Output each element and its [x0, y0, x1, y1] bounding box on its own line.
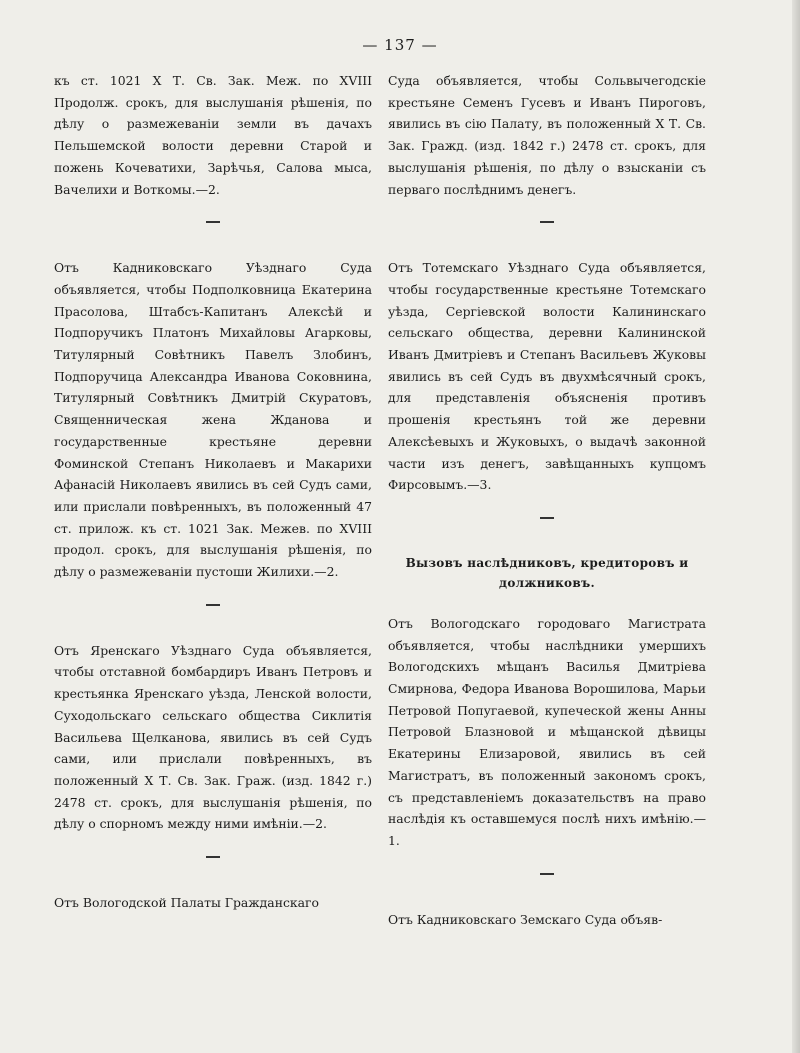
page-number: — 137 — — [362, 36, 438, 54]
page-edge-shadow — [792, 0, 800, 1053]
section-separator — [540, 517, 554, 519]
announcement-paragraph: Отъ Яренскаго Уѣзднаго Суда объявляется, чтобы отставной бомбардиръ Иванъ Петровъ и крестьянка Яренскаго уѣзда, Ленской волости, Суходольскаго сельскаго общества Сиклитія Васильева Щелканова, явились въ сей Судъ сами, или прислали повѣренныхъ, въ положенный Х Т. Св. Зак. Граж. (изд. 1842 г.) 2478 ст. срокъ, для выслушанія рѣшенія, по дѣлу о спорномъ между ними имѣніи.—2. — [54, 642, 372, 832]
announcement-paragraph: Отъ Тотемскаго Уѣзднаго Суда объявляется, чтобы государственные крестьяне Тотемскаго уѣзда, Сергіевской волости Калининскаго сельскаго общества, деревни Калининской Иванъ Дмитріевъ и Степанъ Васильевъ Жуковы явились въ сей Судъ въ двухмѣсячный срокъ, для представленія объясненія противъ прошенія крестьянъ той же деревни Алексѣевыхъ и Жуковыхъ, о выдачѣ законной части изъ денегъ, завѣщанныхъ купцомъ Фирсовымъ.—3. — [388, 260, 706, 493]
announcement-paragraph: къ ст. 1021 Х Т. Св. Зак. Меж. по XVIII Продолж. срокъ, для выслушанія рѣшенія, по дѣлу о размежеваніи земли въ дачахъ Пельшемской волости деревни Старой и пожень Кочеватихи, Зарѣчья, Салова мыса, Вачелихи и Воткомы.—2. — [54, 73, 372, 197]
section-separator — [206, 856, 220, 858]
announcement-paragraph: Отъ Вологодской Палаты Гражданскаго — [54, 895, 319, 911]
announcement-paragraph: Отъ Вологодскаго городоваго Магистрата объявляется, чтобы наслѣдники умершихъ Вологодскихъ мѣщанъ Василья Дмитріева Смирнова, Федора Иванова Ворошилова, Марьи Петровой Попугаевой, купеческой жены Анны Петровой Блазновой и мѣщанской дѣвицы Екатерины Елизаровой, явились въ сей Магистратъ, въ положенный закономъ срокъ, съ представленіемъ доказательствъ на право наслѣдія къ оставшемуся послѣ нихъ имѣнію.—1. — [388, 615, 706, 848]
section-separator — [540, 221, 554, 223]
left-column — [54, 70, 372, 914]
announcement-paragraph: Суда объявляется, чтобы Сольвычегодскіе крестьяне Семенъ Гусевъ и Иванъ Пироговъ, явились въ сію Палату, въ положенный Х Т. Св. Зак. Гражд. (изд. 1842 г.) 2478 ст. срокъ, для выслушанія рѣшенія, по дѣлу о взысканіи съ перваго послѣднимъ денегъ. — [388, 73, 706, 197]
right-column — [388, 70, 706, 930]
announcement-paragraph: Отъ Кадниковскаго Уѣзднаго Суда объявляется, чтобы Подполковница Екатерина Прасолова, Штабсъ-Капитанъ Алексѣй и Подпоручикъ Платонъ Михайловы Агарковы, Титулярный Совѣтникъ Павелъ Злобинъ, Подпоручица Александра Иванова Соковнина, Титулярный Совѣтникъ Дмитрій Скуратовъ, Священническая жена Жданова и государственные крестьяне деревни Фоминской Степанъ Николаевъ и Макарихи Афанасій Николаевъ явились въ сей Судъ сами, или прислали повѣренныхъ, въ положенный 47 ст. прилож. къ ст. 1021 Зак. Межев. по XVIII продол. срокъ, для выслушанія рѣшенія, по дѣлу о размежеваніи пустоши Жилихи.—2. — [54, 260, 372, 580]
section-heading: Вызовъ наслѣдниковъ, кредиторовъ и должниковъ. — [405, 555, 689, 590]
announcement-paragraph: Отъ Кадниковскаго Земскаго Суда объяв- — [388, 911, 663, 927]
section-separator — [540, 873, 554, 875]
section-separator — [206, 221, 220, 223]
section-separator — [206, 604, 220, 606]
